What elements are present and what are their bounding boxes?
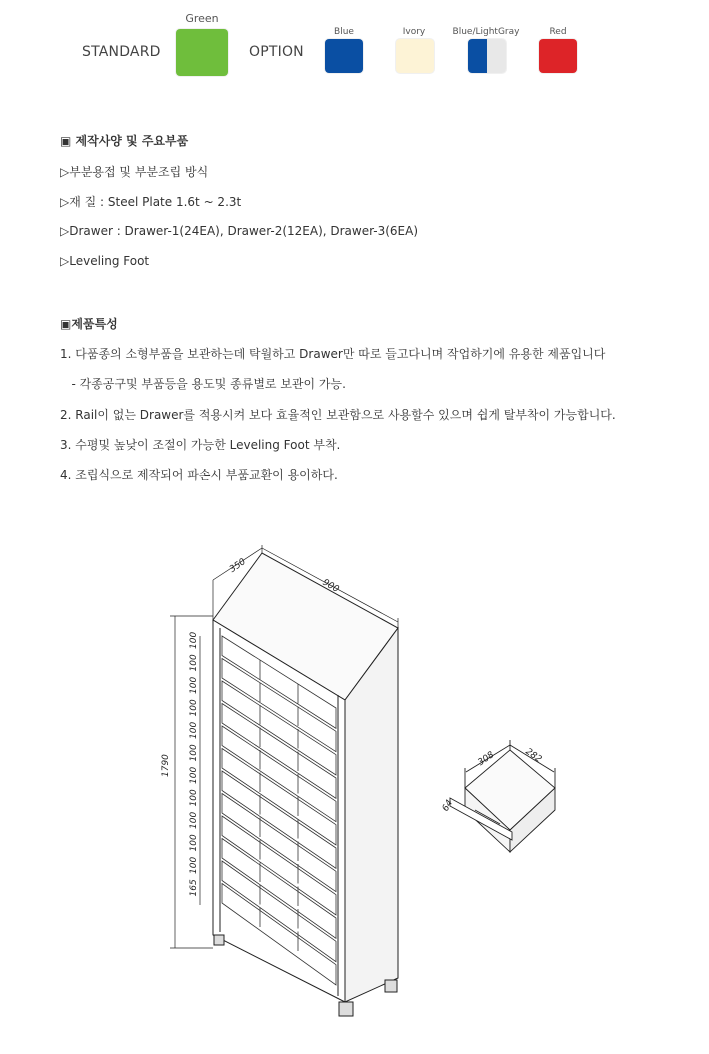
dim-drawer-pitch: 100 bbox=[189, 631, 199, 649]
swatch-caption-blue-lightgray: Blue/LightGray bbox=[452, 27, 520, 37]
option-label: OPTION bbox=[249, 44, 304, 60]
swatch-caption-red: Red bbox=[549, 27, 567, 37]
spec-line: ▷부분용접 및 부분조립 방식 bbox=[60, 165, 209, 179]
dim-drawer-pitch: 100 bbox=[189, 721, 199, 739]
feature-line: 3. 수평및 높낮이 조절이 가능한 Leveling Foot 부착. bbox=[60, 438, 341, 452]
dim-drawer-pitch: 100 bbox=[189, 676, 199, 694]
dim-width: 900 bbox=[320, 577, 341, 595]
dim-drawer-pitch: 100 bbox=[189, 834, 199, 852]
swatch-blue[interactable] bbox=[325, 39, 363, 73]
standard-label: STANDARD bbox=[82, 44, 161, 60]
cabinet-technical-drawing bbox=[0, 540, 709, 1040]
color-options bbox=[0, 0, 709, 90]
swatch-caption-green: Green bbox=[185, 12, 219, 25]
feature-line: 4. 조립식으로 제작되어 파손시 부품교환이 용이하다. bbox=[60, 468, 338, 482]
swatch-caption-ivory: Ivory bbox=[402, 27, 426, 37]
dim-depth: 350 bbox=[228, 556, 248, 575]
dim-drawer-height: 64 bbox=[440, 798, 456, 814]
swatch-green[interactable] bbox=[176, 29, 228, 76]
swatch-red[interactable] bbox=[539, 39, 577, 73]
features-heading: ▣제품특성 bbox=[60, 317, 118, 331]
swatch-blue-lightgray[interactable] bbox=[468, 39, 506, 73]
spec-heading: ▣ 제작사양 및 주요부품 bbox=[60, 134, 189, 148]
dim-drawer-pitch: 100 bbox=[189, 766, 199, 784]
spec-line: ▷재 질 : Steel Plate 1.6t ~ 2.3t bbox=[60, 195, 242, 209]
swatch-caption-blue: Blue bbox=[334, 27, 354, 37]
dim-drawer-pitch: 100 bbox=[189, 789, 199, 807]
feature-line: 2. Rail이 없는 Drawer를 적용시켜 보다 효율적인 보관함으로 사용할수 있으며 쉽게 탈부착이 가능합니다. bbox=[60, 408, 616, 422]
dim-height: 1790 bbox=[161, 754, 171, 777]
dim-drawer-pitch: 100 bbox=[189, 744, 199, 762]
dim-drawer-pitch: 100 bbox=[189, 811, 199, 829]
spec-line: ▷Drawer : Drawer-1(24EA), Drawer-2(12EA), Drawer-3(6EA) bbox=[60, 224, 419, 238]
feature-line: 1. 다품종의 소형부품을 보관하는데 탁월하고 Drawer만 따로 들고다니며 작업하기에 유용한 제품입니다 bbox=[60, 347, 606, 361]
dim-drawer-depth: 282 bbox=[523, 746, 544, 765]
dim-drawer-pitch: 100 bbox=[189, 654, 199, 672]
swatch-ivory[interactable] bbox=[396, 39, 434, 73]
dim-drawer-pitch: 165 bbox=[189, 879, 199, 897]
feature-line: - 각종공구및 부품등을 용도및 종류별로 보관이 가능. bbox=[60, 377, 346, 391]
dim-drawer-width: 308 bbox=[476, 750, 497, 769]
dim-drawer-pitch: 100 bbox=[189, 856, 199, 874]
spec-line: ▷Leveling Foot bbox=[60, 254, 150, 268]
dim-drawer-pitch: 100 bbox=[189, 699, 199, 717]
